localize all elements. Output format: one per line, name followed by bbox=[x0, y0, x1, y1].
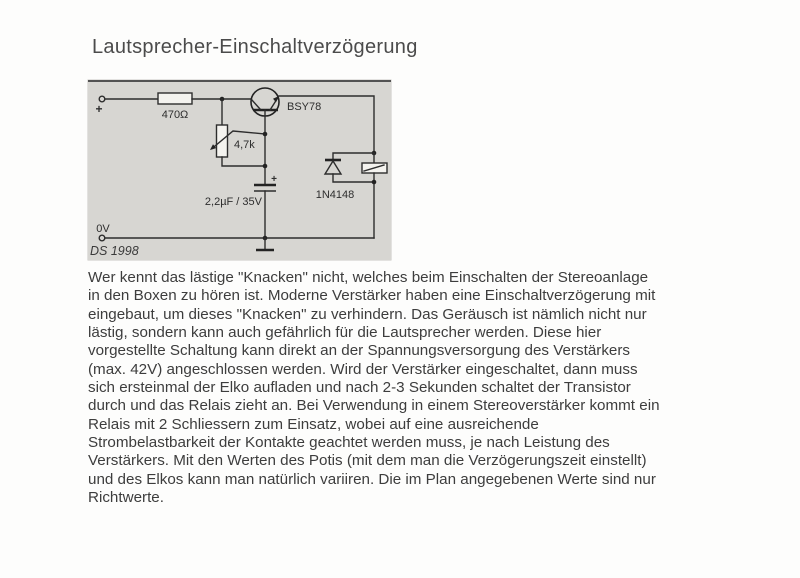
page-title: Lautsprecher-Einschaltverzögerung bbox=[92, 36, 418, 58]
circuit-schematic bbox=[88, 82, 391, 260]
plus-terminal-icon bbox=[99, 96, 105, 102]
diode-symbol bbox=[325, 161, 341, 174]
junction-dot bbox=[263, 164, 268, 169]
text-line: Relais mit 2 Schliessern zum Einsatz, wobei auf eine ausreichende bbox=[88, 415, 539, 433]
capacitor-plus-label: + bbox=[271, 174, 277, 185]
text-line: Wer kennt das lästige "Knacken" nicht, welches beim Einschalten der Stereoanlage bbox=[88, 269, 649, 286]
text-line: in den Boxen zu hören ist. Moderne Verstärker haben eine Einschaltverzögerung mit bbox=[88, 287, 656, 305]
resistor-symbol bbox=[158, 93, 192, 104]
wire bbox=[222, 157, 265, 166]
junction-dot bbox=[372, 180, 377, 185]
wire bbox=[333, 174, 374, 182]
junction-dot bbox=[263, 132, 268, 137]
text-line: eingebaut, um dieses "Knacken" zu verhindern. Das Geräusch ist nämlich nicht nur bbox=[88, 305, 647, 323]
text-line: Verstärkers. Mit den Werten des Potis (mit dem man die Verzögerungszeit einstellt) bbox=[88, 452, 647, 470]
resistor-label: 470Ω bbox=[161, 109, 189, 121]
text-line: (max. 42V) angeschlossen werden. Wird der Verstärker eingeschaltet, dann muss bbox=[88, 360, 638, 378]
capacitor-label: 2,2µF / 35V bbox=[204, 196, 262, 208]
circuit-diagram-panel bbox=[88, 80, 391, 260]
text-line: Richtwerte. bbox=[88, 489, 164, 507]
text-line: lästig, sondern kann auch gefährlich für die Lautsprecher werden. Diese hier bbox=[88, 324, 602, 342]
text-line: durch und das Relais zieht an. Bei Verwendung in einem Stereoverstärker kommt ein bbox=[88, 397, 660, 415]
supply-plus-label: + bbox=[95, 102, 103, 116]
text-line: und des Elkos kann man natürlich variiren. Die im Plan angegebenen Werte sind nur bbox=[88, 470, 656, 488]
text-line: vorgestellte Schaltung kann direkt an der Spannungsversorgung des Verstärkers bbox=[88, 342, 631, 360]
article-text bbox=[88, 269, 728, 507]
text-line: sich ersteinmal der Elko aufladen und nach 2-3 Sekunden schaltet der Transistor bbox=[88, 379, 631, 397]
potentiometer-label: 4,7k bbox=[234, 139, 255, 151]
diagram-signature: DS 1998 bbox=[90, 244, 139, 258]
diode-label: 1N4148 bbox=[315, 189, 355, 201]
ground-rail-label: 0V bbox=[96, 223, 110, 235]
text-line: Strombelastbarkeit der Kontakte geachtet werden muss, je nach Leistung des bbox=[88, 434, 610, 452]
transistor-label: BSY78 bbox=[287, 101, 322, 113]
zero-volt-terminal-icon bbox=[99, 235, 105, 241]
